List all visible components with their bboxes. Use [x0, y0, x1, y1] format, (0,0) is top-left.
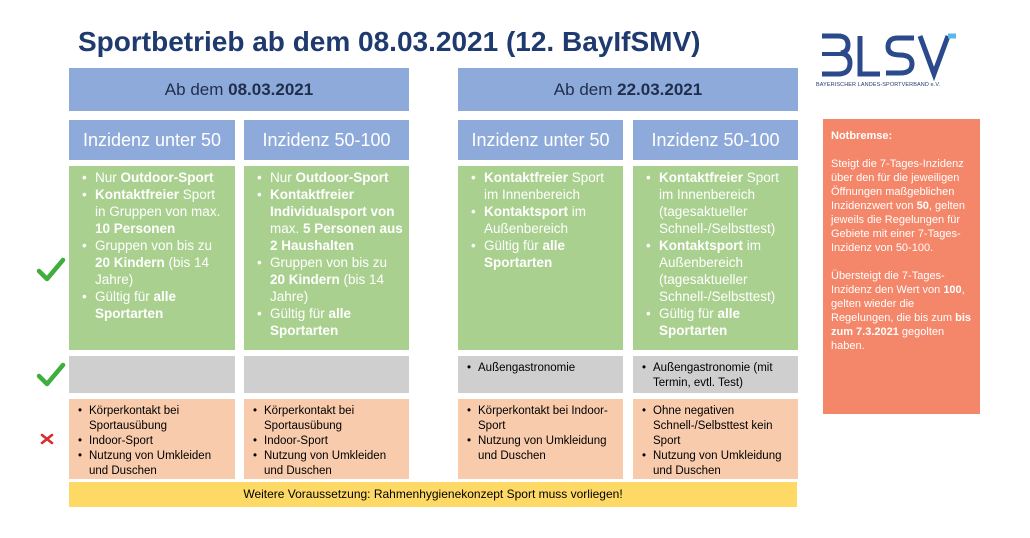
forbidden-box-3 — [458, 399, 623, 479]
notbremse-box — [823, 119, 980, 414]
list-item: • Körperkontakt bei Sportausübung — [77, 404, 229, 434]
checkmark-icon — [36, 362, 66, 388]
gastro-box-3 — [458, 356, 623, 393]
list-item: • Indoor-Sport — [77, 434, 229, 449]
allowed-list — [79, 169, 229, 322]
list-item: • Gruppen von bis zu 20 Kindern (bis 14 Jahre) — [79, 237, 229, 288]
phase-prefix: Ab dem — [164, 80, 229, 99]
forbidden-list — [77, 404, 229, 479]
forbidden-box-2 — [244, 399, 409, 479]
notbremse-paragraph-1: Steigt die 7-Tages-Inzidenz über den für die jeweiligen Öffnungen maßgeblichen Inzidenzwert von 50, gelten jeweils die Regelungen für Gebiete mit einer 7-Tages-Inzidenz von 50-100. — [831, 158, 965, 254]
page-title: Sportbetrieb ab dem 08.03.2021 (12. BayIfSMV) — [78, 26, 701, 57]
phase-header-2 — [458, 68, 798, 111]
gastro-list — [466, 361, 617, 376]
list-item: • Gültig für alle Sportarten — [79, 288, 229, 322]
forbidden-box-4 — [633, 399, 798, 479]
allowed-box-2 — [244, 166, 409, 350]
gastro-box-1 — [69, 356, 235, 393]
list-item: • Kontaktsport im Außenbereich — [468, 203, 617, 237]
forbidden-list — [641, 404, 792, 479]
phase-prefix: Ab dem — [553, 80, 618, 99]
gastro-list — [641, 361, 792, 391]
cross-icon — [39, 432, 55, 446]
column-heading-2: Inzidenz 50-100 — [244, 120, 409, 160]
list-item: • Kontaktfreier Individualsport von max. 5 Personen aus 2 Haushalten — [254, 186, 403, 254]
notbremse-title: Notbremse: — [831, 130, 893, 142]
list-item: • Nutzung von Umkleidung und Duschen — [641, 449, 792, 479]
forbidden-list — [252, 404, 403, 479]
column-heading-3: Inzidenz unter 50 — [458, 120, 623, 160]
allowed-box-3 — [458, 166, 623, 350]
notbremse-paragraph-2: Übersteigt die 7-Tages-Inzidenz den Wert von 100, gelten wieder die Regelungen, die bis zum bis zum 7.3.2021 gegolten haben. — [831, 270, 972, 352]
allowed-list — [468, 169, 617, 271]
list-item: • Körperkontakt bei Indoor-Sport — [466, 404, 617, 434]
checkmark-icon — [36, 257, 66, 283]
phase-date: 08.03.2021 — [228, 80, 314, 99]
list-item: • Außengastronomie (mit Termin, evtl. Test) — [641, 361, 792, 391]
list-item: • Kontaktfreier Sport in Gruppen von max. 10 Personen — [79, 186, 229, 237]
list-item: • Indoor-Sport — [252, 434, 403, 449]
allowed-list — [254, 169, 403, 339]
list-item: • Gültig für alle Sportarten — [468, 237, 617, 271]
list-item: • Nur Outdoor-Sport — [79, 169, 229, 186]
phase-header-1 — [69, 68, 409, 111]
list-item: • Gruppen von bis zu 20 Kindern (bis 14 Jahre) — [254, 254, 403, 305]
phase-date: 22.03.2021 — [617, 80, 703, 99]
list-item: • Nutzung von Umkleiden und Duschen — [252, 449, 403, 479]
list-item: • Kontaktfreier Sport im Innenbereich — [468, 169, 617, 203]
forbidden-box-1 — [69, 399, 235, 479]
blsv-logo — [816, 30, 966, 90]
list-item: • Ohne negativen Schnell-/Selbsttest kein Sport — [641, 404, 792, 449]
allowed-box-4 — [633, 166, 798, 350]
list-item: • Kontaktsport im Außenbereich (tagesaktueller Schnell-/Selbsttest) — [643, 237, 792, 305]
logo-caption: BAYERISCHER LANDES-SPORTVERBAND e.V. — [816, 82, 941, 88]
list-item: • Kontaktfreier Sport im Innenbereich (tagesaktueller Schnell-/Selbsttest) — [643, 169, 792, 237]
allowed-box-1 — [69, 166, 235, 350]
list-item: • Gültig für alle Sportarten — [643, 305, 792, 339]
column-heading-4: Inzidenz 50-100 — [633, 120, 798, 160]
blsv-logo-mark — [816, 30, 966, 82]
list-item: • Körperkontakt bei Sportausübung — [252, 404, 403, 434]
list-item: • Nur Outdoor-Sport — [254, 169, 403, 186]
gastro-box-2 — [244, 356, 409, 393]
list-item: • Nutzung von Umkleiden und Duschen — [77, 449, 229, 479]
footer-requirement: Weitere Voraussetzung: Rahmenhygienekonzept Sport muss vorliegen! — [69, 482, 797, 507]
list-item: • Außengastronomie — [466, 361, 617, 376]
gastro-box-4 — [633, 356, 798, 393]
column-heading-1: Inzidenz unter 50 — [69, 120, 235, 160]
list-item: • Gültig für alle Sportarten — [254, 305, 403, 339]
allowed-list — [643, 169, 792, 339]
forbidden-list — [466, 404, 617, 464]
list-item: • Nutzung von Umkleidung und Duschen — [466, 434, 617, 464]
